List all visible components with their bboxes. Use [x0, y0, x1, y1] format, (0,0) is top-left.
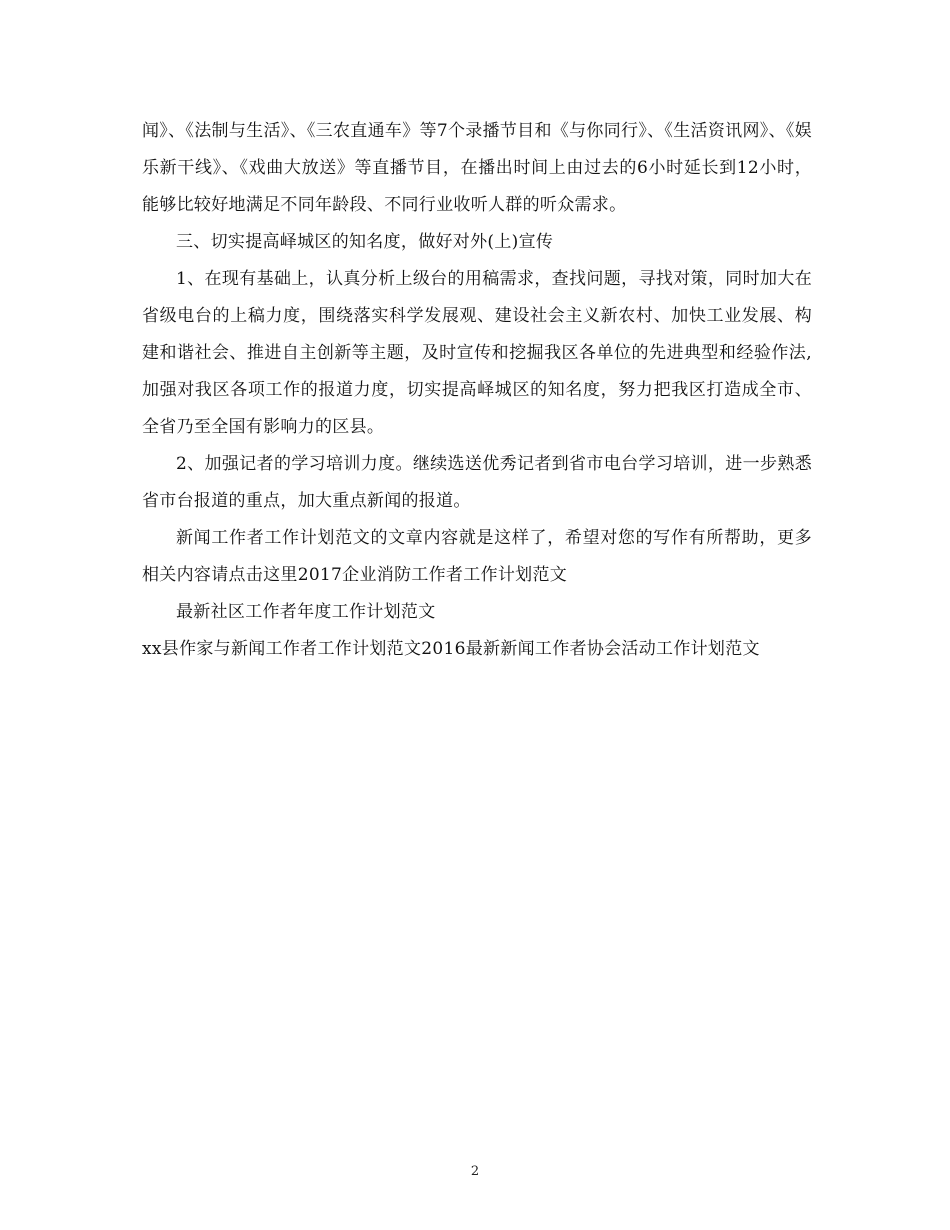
- page-number: 2: [470, 1164, 480, 1179]
- document-body: [142, 113, 812, 668]
- closing-paragraph: 新闻工作者工作计划范文的文章内容就是这样了，希望对您的写作有所帮助，更多相关内容请点击这里2017企业消防工作者工作计划范文: [142, 528, 812, 585]
- paragraph-continuation: 闻》、《法制与生活》、《三农直通车》等7个录播节目和《与你同行》、《生活资讯网》、《娱乐新干线》、《戏曲大放送》等直播节目，在播出时间上由过去的6小时延长到12小时，能够比较好地满足不同年龄段、不同行业收听人群的听众需求。: [142, 121, 812, 215]
- paragraph-item-1: 1、在现有基础上，认真分析上级台的用稿需求，查找问题，寻找对策，同时加大在省级电台的上稿力度，围绕落实科学发展观、建设社会主义新农村、加快工业发展、构建和谐社会、推进自主创新等主题，及时宣传和挖掘我区各单位的先进典型和经验作法,加强对我区各项工作的报道力度，切实提高峄城区的知名度，努力把我区打造成全市、全省乃至全国有影响力的区县。: [142, 269, 812, 437]
- related-link-2: xx县作家与新闻工作者工作计划范文2016最新新闻工作者协会活动工作计划范文: [142, 639, 760, 659]
- related-link-1: 最新社区工作者年度工作计划范文: [176, 602, 436, 622]
- section-heading: 三、切实提高峄城区的知名度，做好对外(上)宣传: [176, 232, 554, 252]
- paragraph-item-2: 2、加强记者的学习培训力度。继续选送优秀记者到省市电台学习培训，进一步熟悉省市台报道的重点，加大重点新闻的报道。: [142, 454, 812, 511]
